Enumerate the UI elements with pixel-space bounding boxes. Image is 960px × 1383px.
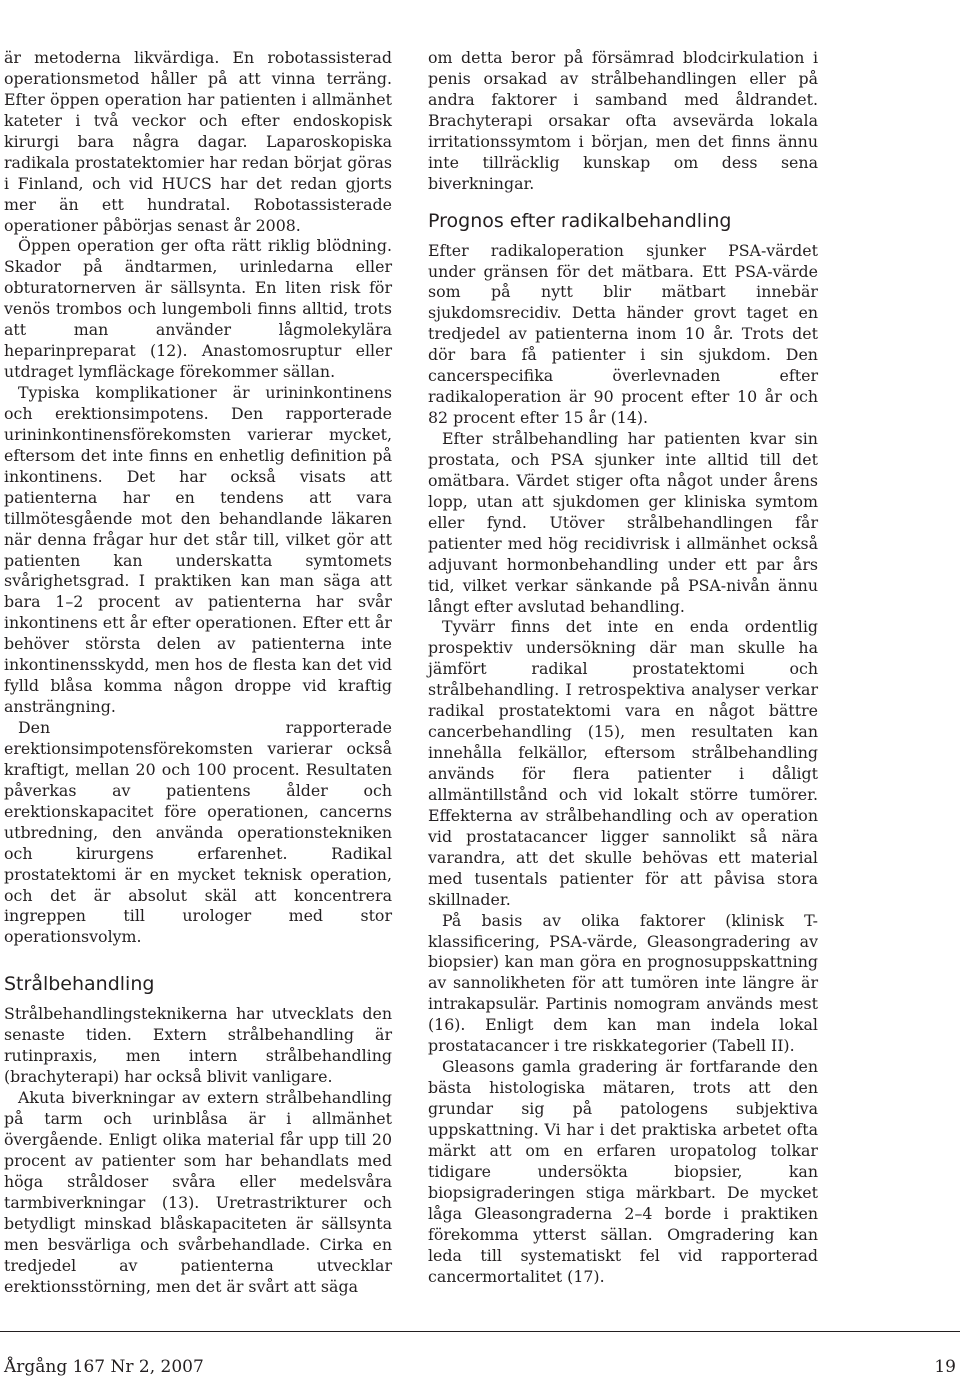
body-paragraph: Gleasons gamla gradering är fortfarande den bästa histologiska mätaren, trots att den grundar sig på patologens subjektiva uppskattning. Vi har i det praktiska arbetet ofta märkt att om en erfaren uropatolog tolkar tidigare undersökta biopsier, kan biopsigraderingen stiga märkbart. De mycket låga Gleasongraderna 2–4 borde i praktiken förekomma ytterst sällan. Omgradering kan leda till systematiskt fel vid rapporterad cancermortalitet (17). <box>428 1057 818 1286</box>
journal-issue: Årgång 167 Nr 2, 2007 <box>4 1357 204 1377</box>
body-paragraph: Den rapporterade erektionsimpotensförekomsten varierar också kraftigt, mellan 20 och 100 procent. Resultaten påverkas av patientens ålder och erektionskapacitet före operationen, cancerns utbredning, den använda operationstekniken och kirurgens erfarenhet. Radikal prostatektomi är en mycket teknisk operation, och det är absolut skäl att koncentrera ingreppen till urologer med stor operationsvolym. <box>4 718 392 947</box>
body-paragraph: På basis av olika faktorer (klinisk T-klassificering, PSA-värde, Gleasongradering av biopsier) kan man göra en prognosuppskattning av sannolikheten för att tumören inte längre är intrakapsulär. Partinis nomogram används mest (16). Enligt dem kan man indela lokal prostatacancer i tre riskkategorier (Tabell II). <box>428 910 818 1056</box>
section-heading-stralbehandling: Strålbehandling <box>4 973 155 996</box>
footer-divider <box>0 1331 960 1332</box>
body-paragraph: är metoderna likvärdiga. En robotassisterad operationsmetod håller på att vinna terräng. Efter öppen operation har patienten i allmänhet kateter i två veckor och efter endoskopisk kirurgi bara några dagar. Laparoskopiska radikala prostatektomier har redan börjat göras i Finland, och vid HUCS har det redan gjorts mer än ett hundratal. Robotassisterade operationer påbörjas senast år 2008. <box>4 48 392 235</box>
section-heading-prognos: Prognos efter radikalbehandling <box>428 209 732 232</box>
body-paragraph: Strålbehandlingsteknikerna har utvecklats den senaste tiden. Extern strålbehandling är rutinpraxis, men intern strålbehandling (brachyterapi) har också blivit vanligare. <box>4 1004 392 1087</box>
body-paragraph: Efter radikaloperation sjunker PSA-värdet under gränsen för det mätbara. Ett PSA-värde som på nytt blir mätbart innebär sjukdomsrecidiv. Detta händer grovt taget en tredjedel av patienterna inom 10 år. Trots det dör bara få patienter i sin sjukdom. Den cancerspecifika överlevnaden efter radikaloperation är 90 procent efter 10 år och 82 procent efter 15 år (14). <box>428 240 818 428</box>
body-paragraph: om detta beror på försämrad blodcirkulation i penis orsakad av strålbehandlingen eller på andra faktorer i samband med åldrandet. Brachyterapi orsakar ofta avsevärda lokala irritationssymtom i början, men det finns ännu inte tillräcklig kunskap om dess sena biverkningar. <box>428 48 818 193</box>
body-paragraph: Efter strålbehandling har patienten kvar sin prostata, och PSA sjunker inte alltid till det omätbara. Värdet stiger ofta något under årens lopp, utan att sjukdomen ger kliniska symtom eller fynd. Utöver strålbehandlingen får patienter med hög recidivrisk i allmänhet också adjuvant hormonbehandling under ett par års tid, vilket verkar sänkande på PSA-nivån ännu långt efter avslutad behandling. <box>428 429 818 616</box>
body-paragraph: Akuta biverkningar av extern strålbehandling på tarm och urinblåsa är i allmänhet övergående. Enligt olika material får upp till 20 procent av patienter som har behandlats med höga stråldoser svåra eller medelsvåra tarmbiverkningar (13). Uretrastrikturer och betydligt minskad blåskapaciteten är sällsynta men besvärliga och svårbehandlade. Cirka en tredjedel av patienterna utvecklar erektionsstörning, men det är svårt att säga <box>4 1088 392 1296</box>
right-column <box>428 48 818 1287</box>
body-paragraph: Tyvärr finns det inte en enda ordentlig prospektiv undersökning där man skulle ha jämfört radikal prostatektomi och strålbehandling. I retrospektiva analyser verkar radikal prostatektomi vara en något bättre cancerbehandling (15), men resultaten kan innehålla felkällor, eftersom strålbehandling används för flera patienter i dåligt allmäntillstånd och vid lokalt större tumörer. Effekterna av strålbehandling och av operation vid prostatacancer ligger sannolikt så nära varandra, att det skulle behövas ett material med tusentals patienter för att påvisa stora skillnader. <box>428 617 818 909</box>
page-number: 19 <box>934 1357 956 1377</box>
body-paragraph: Typiska komplikationer är urininkontinens och erektionsimpotens. Den rapporterade urininkontinensförekomsten varierar mycket, eftersom det inte finns en enhetlig definition på inkontinens. Det har också visats att patienterna har en tendens att vara tillmötesgående mot den behandlande läkaren när denna frågar hur det står till, vilket gör att patienten kan underskatta symtomets svårighetsgrad. I praktiken kan man säga att bara 1–2 procent av patienterna har svår inkontinens ett år efter operationen. Efter ett år behöver största delen av patienterna inte inkontinensskydd, men hos de flesta kan det vid fylld blåsa komma någon droppe vid kraftig ansträngning. <box>4 383 392 717</box>
body-paragraph: Öppen operation ger ofta rätt riklig blödning. Skador på ändtarmen, urinledarna eller obturatornerven är sällsynta. En liten risk för venös trombos och lungemboli finns alltid, trots att man använder lågmolekylära heparinpreparat (12). Anastomosruptur eller utdraget lymfläckage förekommer sällan. <box>4 236 392 382</box>
left-column <box>4 48 392 1297</box>
